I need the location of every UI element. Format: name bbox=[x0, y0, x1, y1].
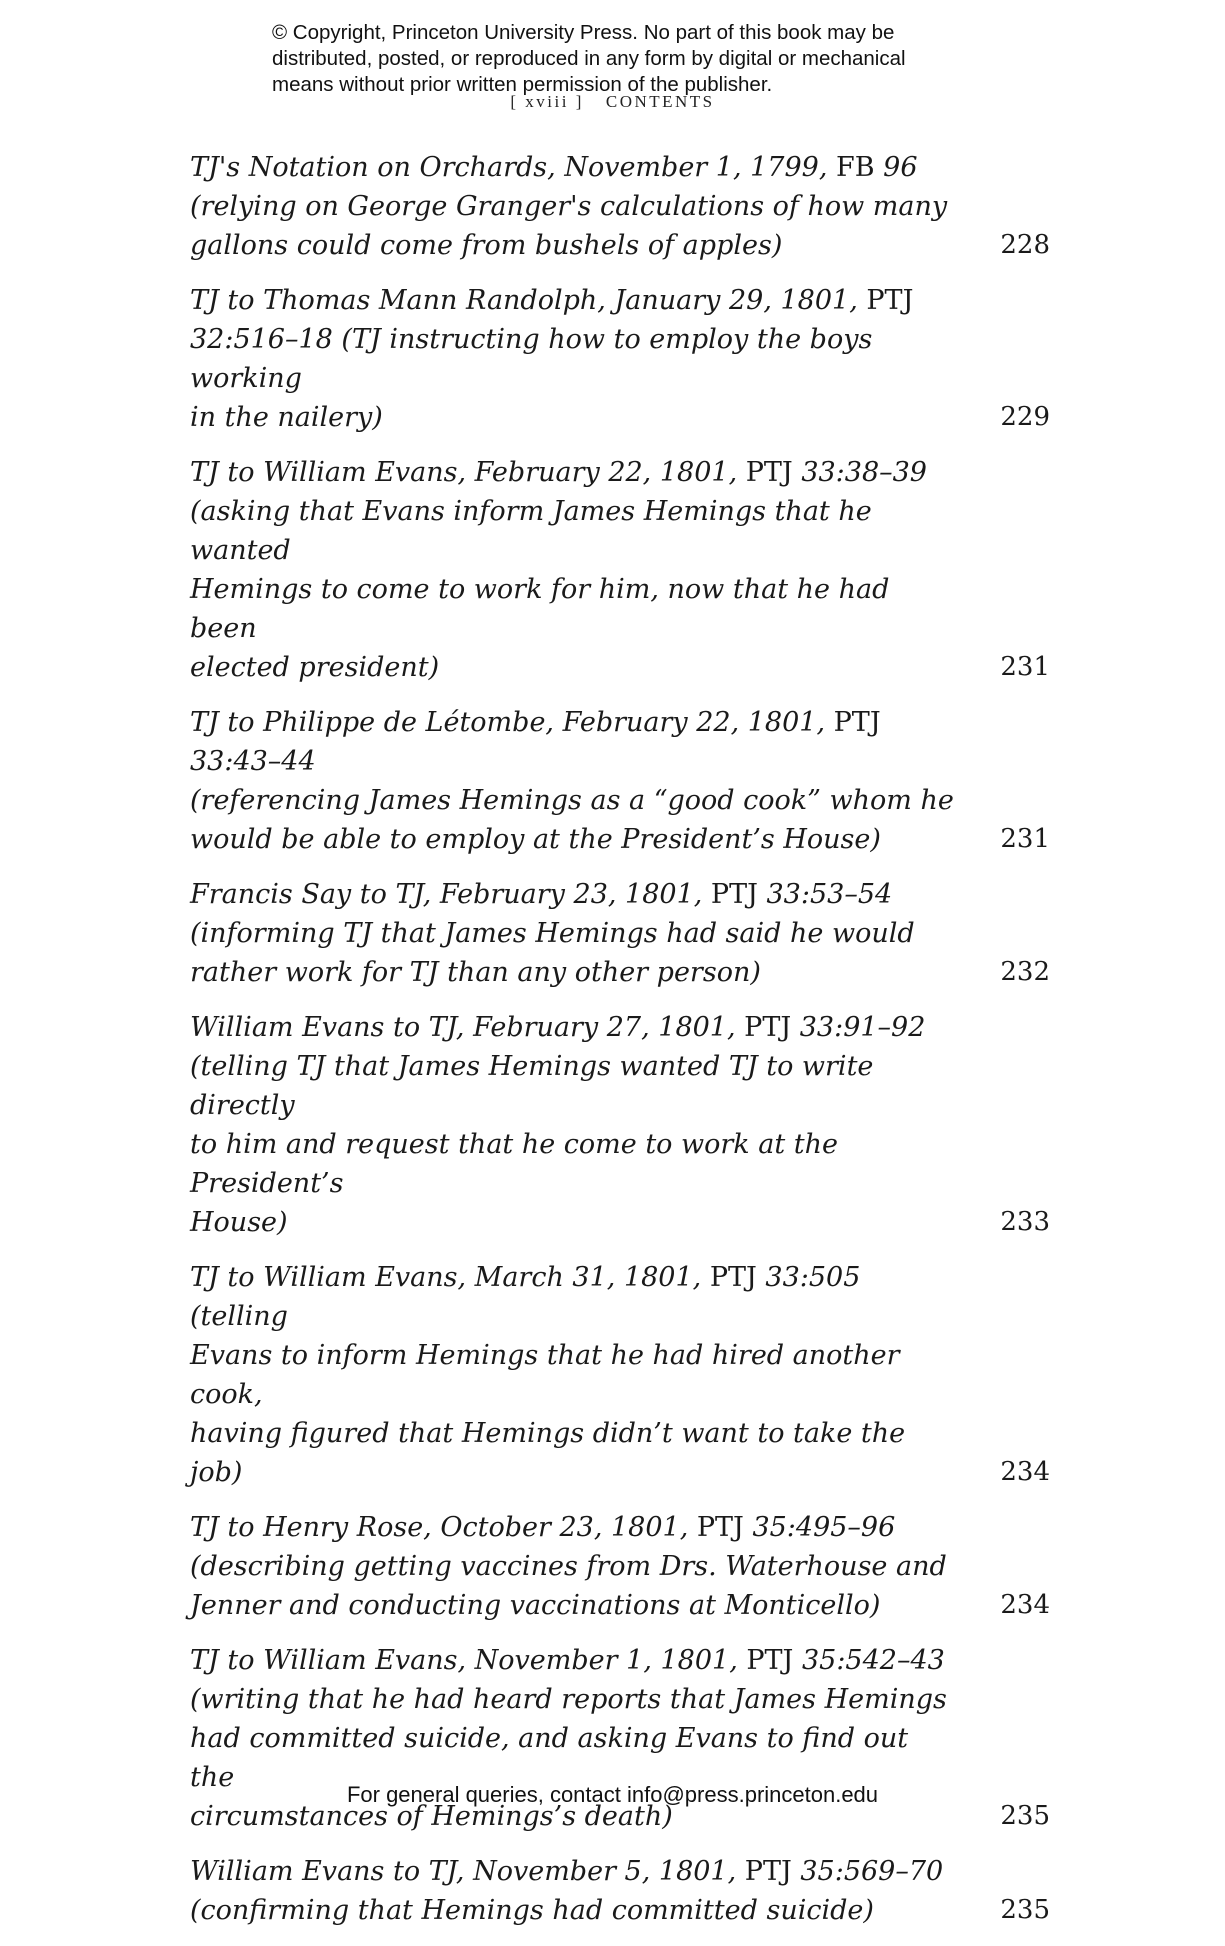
contents-entry bbox=[190, 1258, 1050, 1492]
entry-page-number: 235 bbox=[1000, 1895, 1050, 1925]
contents-entry bbox=[190, 875, 1050, 992]
entry-title: Francis Say to TJ, February 23, 1801, bbox=[190, 879, 711, 910]
entry-text bbox=[190, 875, 960, 992]
entry-text bbox=[190, 148, 960, 265]
entry-text bbox=[190, 1508, 960, 1625]
entry-source: PTJ bbox=[710, 879, 758, 910]
contents-entry bbox=[190, 1852, 1050, 1930]
entry-title: TJ to William Evans, March 31, 1801, bbox=[190, 1262, 710, 1293]
contents-list bbox=[190, 148, 1050, 1946]
contents-entry bbox=[190, 281, 1050, 437]
copyright-line: distributed, posted, or reproduced in any form by digital or mechanical bbox=[272, 47, 906, 70]
entry-page-number: 229 bbox=[1000, 402, 1050, 432]
entry-page-number: 231 bbox=[1000, 824, 1050, 854]
entry-description: 33:43–44 (referencing James Hemings as a “good cook” whom he would be able to employ at the President’s House) bbox=[190, 746, 954, 855]
entry-text bbox=[190, 281, 960, 437]
entry-source: PTJ bbox=[746, 1645, 794, 1676]
copyright-line: means without prior written permission of the publisher. bbox=[272, 73, 773, 96]
entry-description: 33:53–54 (informing TJ that James Hemings had said he would rather work for TJ than any other person) bbox=[190, 879, 915, 988]
entry-source: PTJ bbox=[744, 1012, 792, 1043]
running-head bbox=[0, 92, 1225, 112]
entry-page-number: 233 bbox=[1000, 1207, 1050, 1237]
entry-page-number: 231 bbox=[1000, 652, 1050, 682]
contents-entry bbox=[190, 1508, 1050, 1625]
entry-title: TJ to William Evans, November 1, 1801, bbox=[190, 1645, 747, 1676]
entry-description: 33:505 (telling Evans to inform Hemings that he had hired another cook, having figured that Hemings didn’t want to take the job) bbox=[190, 1262, 906, 1488]
entry-title: TJ to Philippe de Létombe, February 22, 1801, bbox=[190, 707, 834, 738]
running-head-title: CONTENTS bbox=[605, 92, 715, 111]
entry-description: 35:542–43 (writing that he had heard reports that James Hemings had committed suicide, and asking Evans to find out the circumstances of Hemings’s death) bbox=[190, 1645, 947, 1832]
entry-source: FB bbox=[836, 152, 875, 183]
entry-source: PTJ bbox=[745, 457, 793, 488]
entry-page-number: 235 bbox=[1000, 1801, 1050, 1831]
entry-source: PTJ bbox=[744, 1856, 792, 1887]
entry-description: 32:516–18 (TJ instructing how to employ the boys working in the nailery) bbox=[190, 324, 873, 433]
entry-title: William Evans to TJ, November 5, 1801, bbox=[190, 1856, 745, 1887]
entry-description: 35:495–96 (describing getting vaccines from Drs. Waterhouse and Jenner and conducting vaccinations at Monticello) bbox=[190, 1512, 947, 1621]
entry-source: PTJ bbox=[833, 707, 881, 738]
copyright-notice bbox=[272, 20, 972, 98]
page-folio: [ xviii ] bbox=[510, 92, 584, 111]
entry-page-number: 234 bbox=[1000, 1457, 1050, 1487]
footer-contact: For general queries, contact info@press.princeton.edu bbox=[346, 1782, 879, 1807]
contents-entry bbox=[190, 453, 1050, 687]
entry-text bbox=[190, 1852, 960, 1930]
entry-text bbox=[190, 1258, 960, 1492]
entry-title: TJ to Thomas Mann Randolph, January 29, 1801, bbox=[190, 285, 867, 316]
entry-page-number: 228 bbox=[1000, 230, 1050, 260]
contents-entry bbox=[190, 703, 1050, 859]
entry-page-number: 232 bbox=[1000, 957, 1050, 987]
entry-source: PTJ bbox=[866, 285, 914, 316]
entry-description: 35:569–70 (confirming that Hemings had committed suicide) bbox=[190, 1856, 944, 1926]
entry-description: 96 (relying on George Granger's calculations of how many gallons could come from bushels of apples) bbox=[190, 152, 948, 261]
entry-text bbox=[190, 1008, 960, 1242]
entry-title: TJ's Notation on Orchards, November 1, 1799, bbox=[190, 152, 837, 183]
entry-description: 33:91–92 (telling TJ that James Hemings wanted TJ to write directly to him and request that he come to work at the President’s House) bbox=[190, 1012, 926, 1238]
contents-entry bbox=[190, 148, 1050, 265]
copyright-line: © Copyright, Princeton University Press. No part of this book may be bbox=[272, 21, 895, 44]
entry-title: TJ to William Evans, February 22, 1801, bbox=[190, 457, 746, 488]
entry-title: William Evans to TJ, February 27, 1801, bbox=[190, 1012, 745, 1043]
entry-description: 33:38–39 (asking that Evans inform James Hemings that he wanted Hemings to come to work for him, now that he had been elected president) bbox=[190, 457, 927, 683]
entry-page-number: 234 bbox=[1000, 1590, 1050, 1620]
contents-entry bbox=[190, 1008, 1050, 1242]
entry-title: TJ to Henry Rose, October 23, 1801, bbox=[190, 1512, 697, 1543]
entry-text bbox=[190, 703, 960, 859]
entry-text bbox=[190, 453, 960, 687]
entry-source: PTJ bbox=[709, 1262, 757, 1293]
entry-source: PTJ bbox=[696, 1512, 744, 1543]
